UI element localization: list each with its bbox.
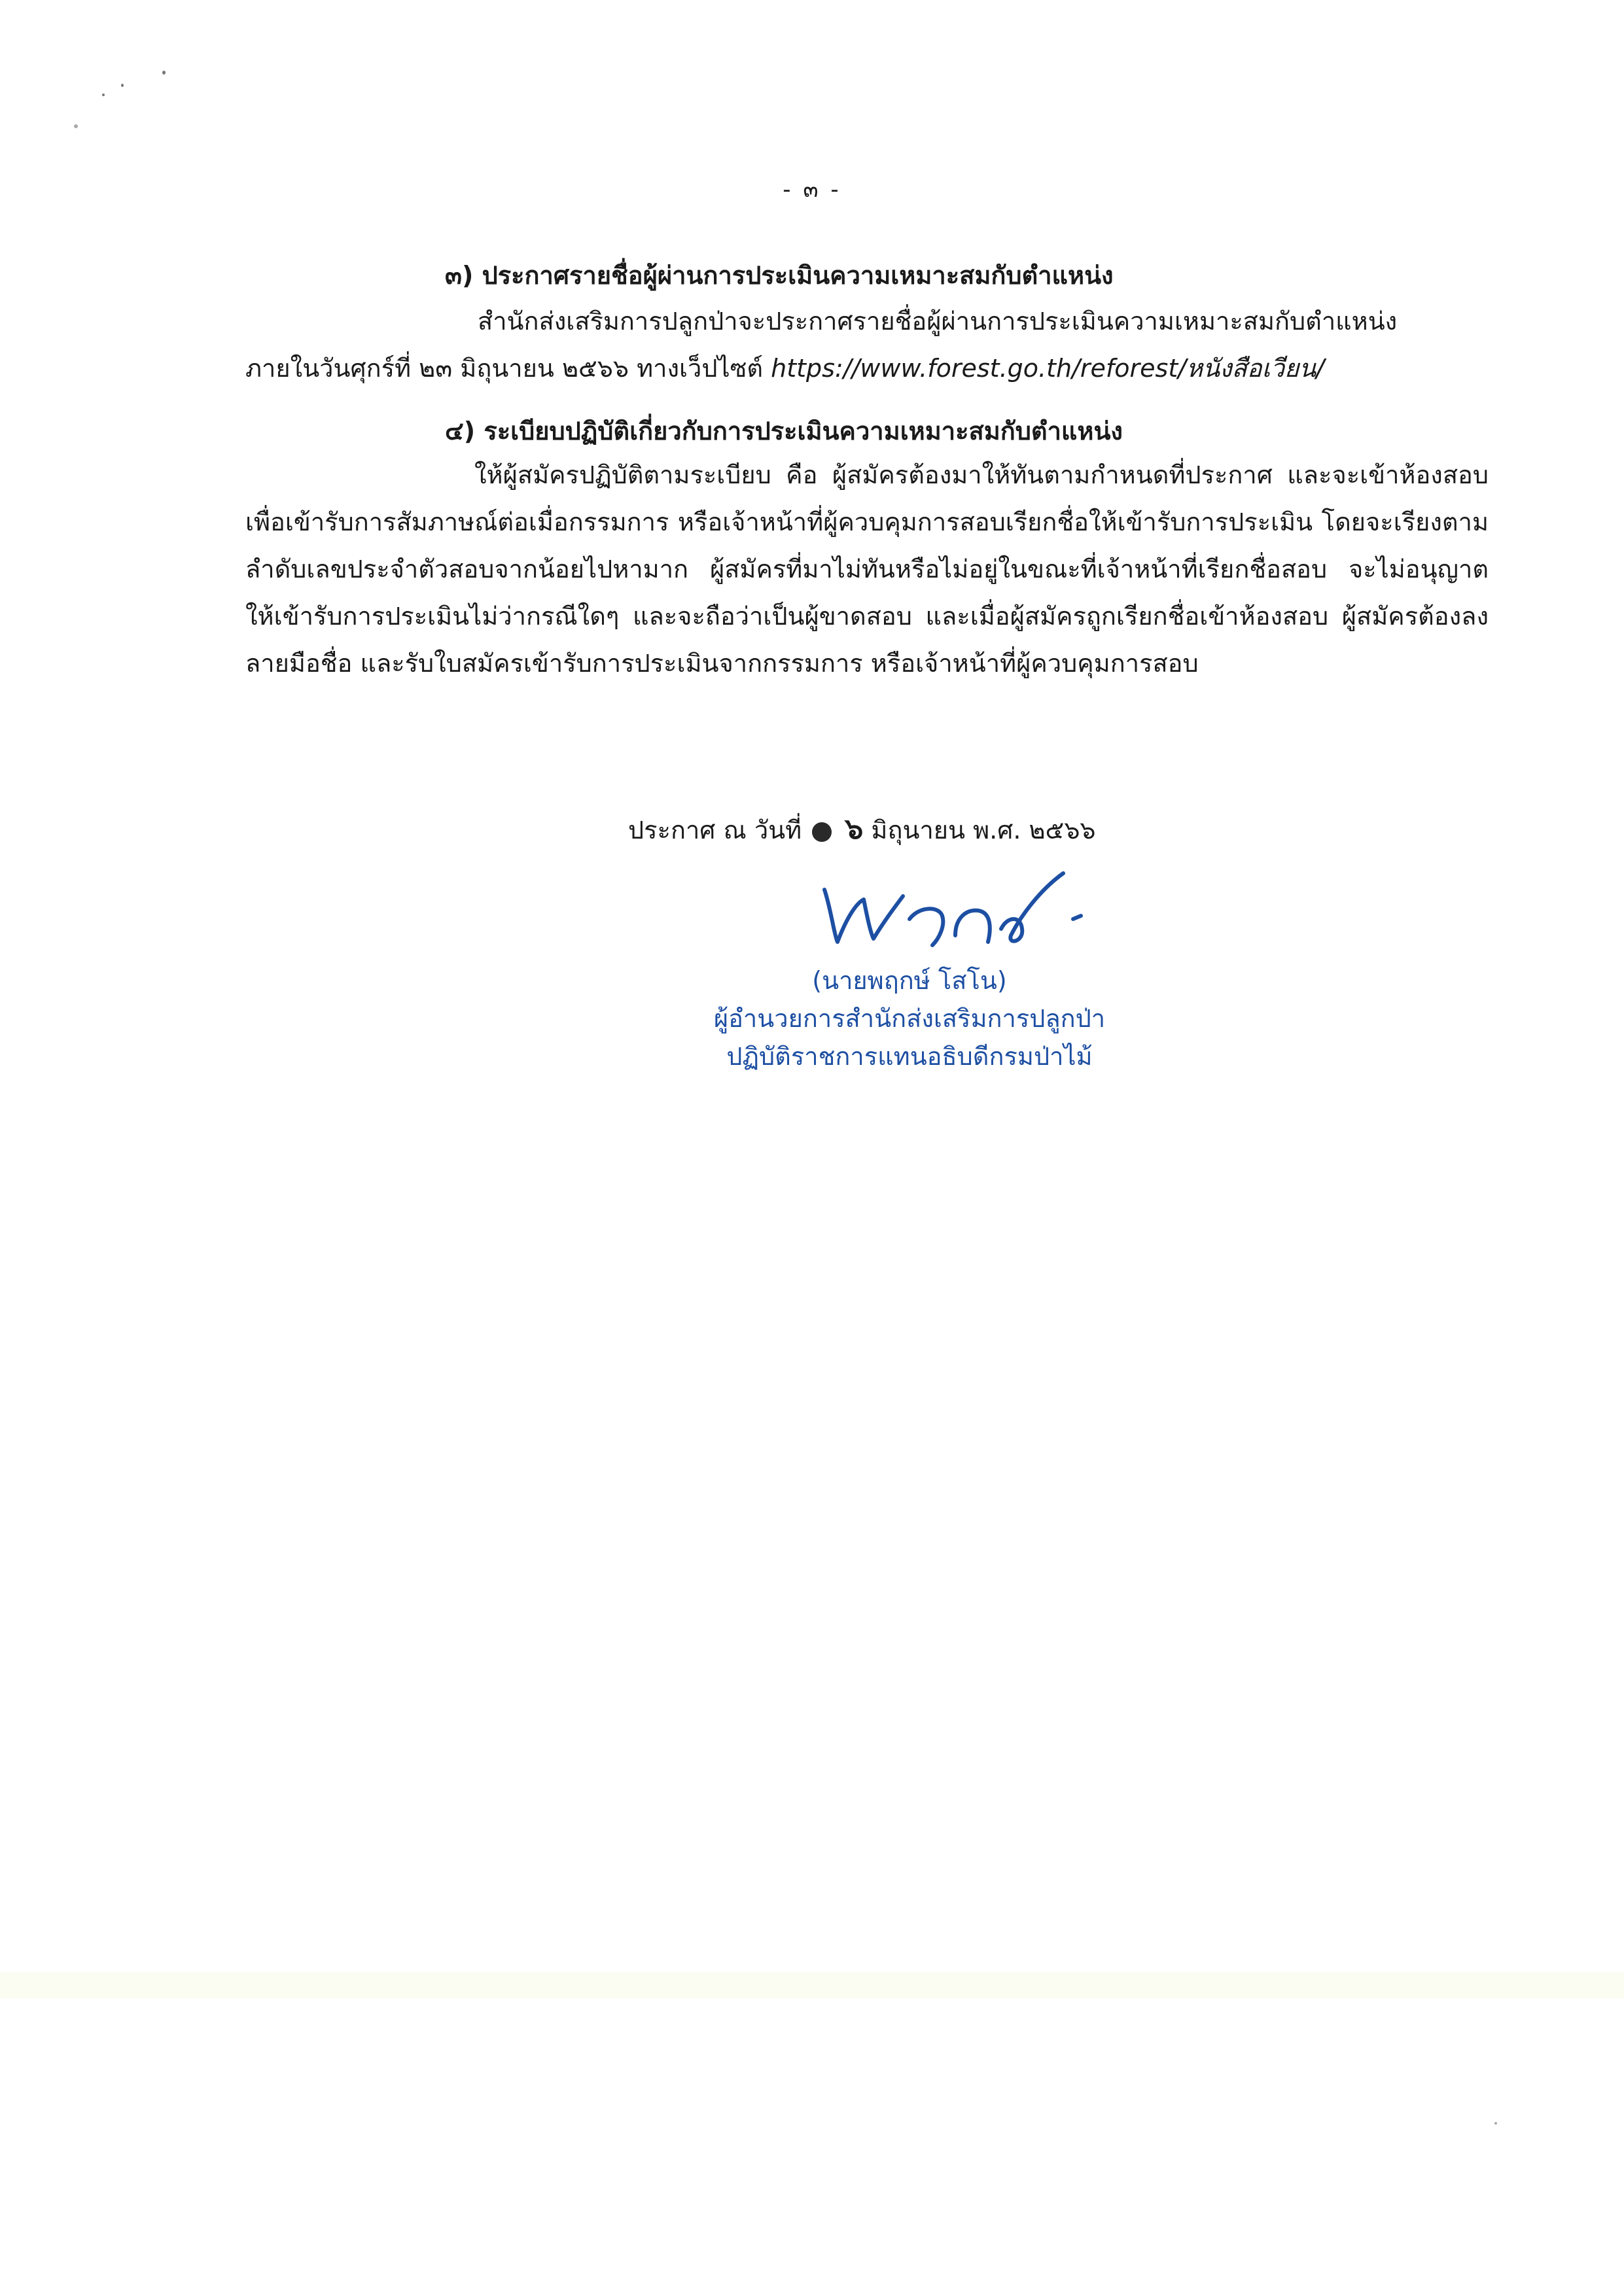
signer-title-line-2: ปฏิบัติราชการแทนอธิบดีกรมป่าไม้ [726, 1042, 1093, 1071]
section-3-heading: ๓) ประกาศรายชื่อผู้ผ่านการประเมินความเหมาะสมกับตำแหน่ง [445, 261, 1114, 290]
date-suffix: มิถุนายน พ.ศ. ๒๕๖๖ [871, 816, 1096, 844]
announcement-date [628, 806, 1096, 852]
signer-title-line-1: ผู้อำนวยการสำนักส่งเสริมการปลูกป่า [713, 1004, 1106, 1033]
section-4-heading: ๔) ระเบียบปฏิบัติเกี่ยวกับการประเมินความเหมาะสมกับตำแหน่ง [445, 417, 1123, 445]
scan-speck [102, 94, 105, 96]
page-number: - ๓ - [783, 177, 841, 203]
reforest-url-link[interactable]: https://www.forest.go.th/reforest/หนังสือเวียน/ [771, 354, 1324, 383]
scan-speck [162, 71, 166, 75]
scan-speck [74, 124, 78, 128]
stamp-dot-icon [812, 822, 832, 842]
section-3-line-2 [245, 348, 1324, 388]
section-3-line-1: สำนักส่งเสริมการปลูกป่าจะประกาศรายชื่อผู้ผ่านการประเมินความเหมาะสมกับตำแหน่ง [478, 307, 1398, 336]
scan-speck [121, 84, 124, 87]
date-prefix: ประกาศ ณ วันที่ [628, 816, 802, 844]
handwritten-signature-icon [811, 863, 1086, 962]
signer-name: (นายพฤกษ์ โสโน) [812, 966, 1007, 995]
scan-speck [1494, 2122, 1497, 2125]
section-4-body: ให้ผู้สมัครปฏิบัติตามระเบียบ คือ ผู้สมัครต้องมาให้ทันตามกำหนดที่ประกาศ และจะเข้าห้องสอบเพื่อเข้ารับการสัมภาษณ์ต่อเมื่อกรรมการ หรือเจ้าหน้าที่ผู้ควบคุมการสอบเรียกชื่อให้เข้ารับการประเมิน โดยจะเรียงตามลำดับเลขประจำตัวสอบจากน้อยไปหามาก ผู้สมัครที่มาไม่ทันหรือไม่อยู่ในขณะที่เจ้าหน้าที่เรียกชื่อสอบ จะไม่อนุญาตให้เข้ารับการประเมินไม่ว่ากรณีใดๆ และจะถือว่าเป็นผู้ขาดสอบ และเมื่อผู้สมัครถูกเรียกชื่อเข้าห้องสอบ ผู้สมัครต้องลงลายมือชื่อ และรับใบสมัครเข้ารับการประเมินจากกรรมการ หรือเจ้าหน้าที่ผู้ควบคุมการสอบ [245, 461, 1489, 678]
date-day: ๖ [845, 812, 864, 846]
section-3-date-text: ภายในวันศุกร์ที่ ๒๓ มิถุนายน ๒๕๖๖ ทางเว็ปไซต์ [245, 354, 764, 383]
scan-tint-band [0, 1972, 1624, 1998]
